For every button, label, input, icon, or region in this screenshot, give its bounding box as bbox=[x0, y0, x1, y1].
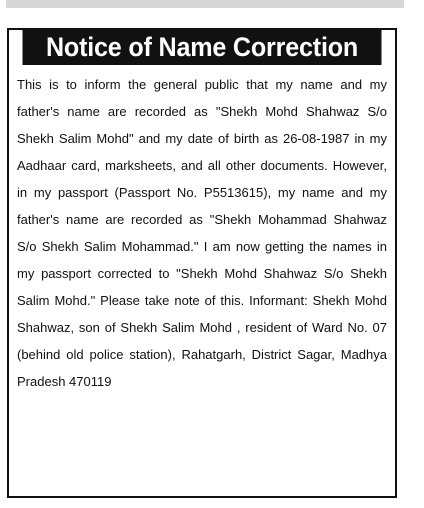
notice-box bbox=[7, 28, 397, 498]
notice-body: This is to inform the general public that my name and my father's name are recorded as "Shekh Mohd Shahwaz S/o Shekh Salim Mohd" and my date of birth as 26-08-1987 in my Aadhaar card, marksheets, and all other documents. However, in my passport (Passport No. P5513615), my name and my father's name are recorded as "Shekh Mohammad Shahwaz S/o Shekh Salim Mohammad." I am now getting the names in my passport corrected to "Shekh Mohd Shahwaz S/o Shekh Salim Mohd." Please take note of this. Informant: Shekh Mohd Shahwaz, son of Shekh Salim Mohd , resident of Ward No. 07 (behind old police station), Rahatgarh, District Sagar, Madhya Pradesh 470119 bbox=[17, 77, 387, 389]
top-gray-band bbox=[6, 0, 404, 8]
notice-title: Notice of Name Correction bbox=[23, 30, 382, 65]
